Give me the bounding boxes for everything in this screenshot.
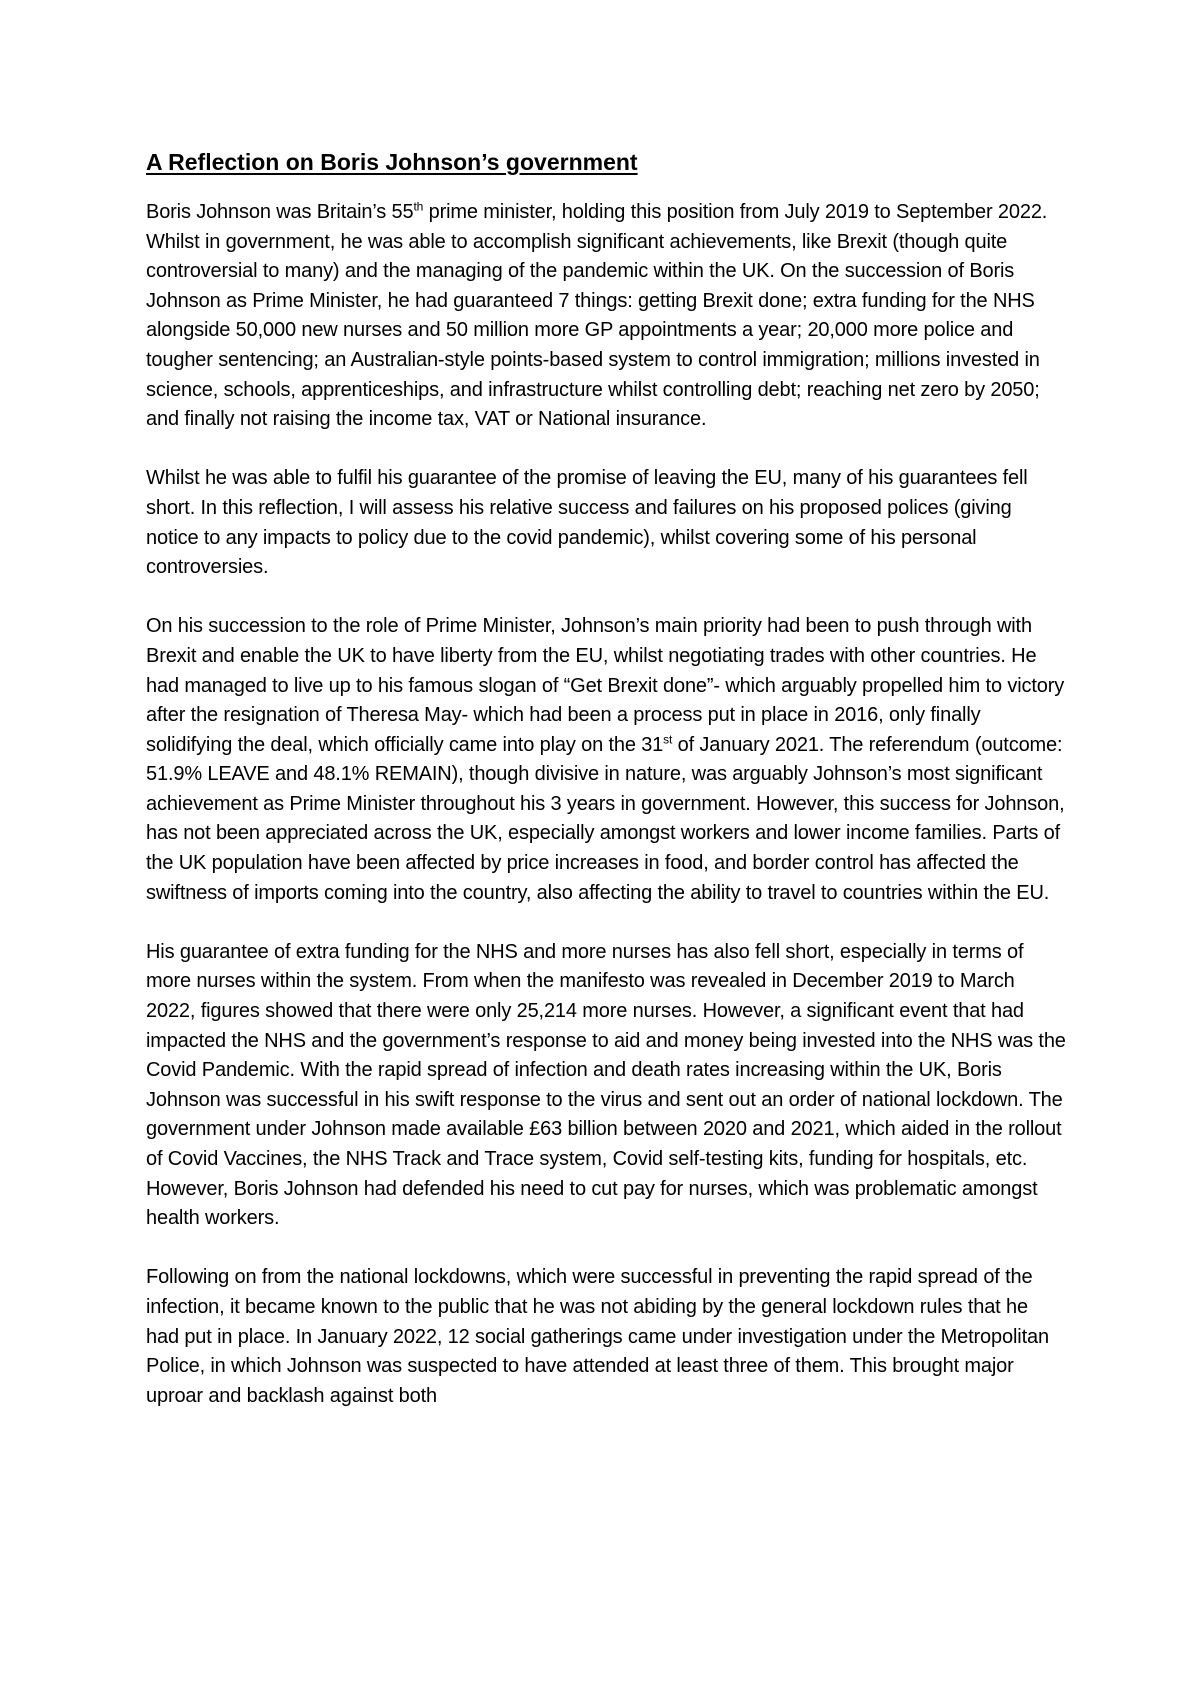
paragraph-1-superscript: th <box>413 199 424 214</box>
document-page <box>146 146 1066 1441</box>
paragraph-3 <box>146 612 1066 908</box>
paragraph-3-superscript: st <box>663 732 673 747</box>
paragraph-1-text-b: prime minister, holding this position from July 2019 to September 2022. Whilst in government, he was able to accomplish significant achievements, like Brexit (though quite controversial to many) and the managing of the pandemic within the UK. On the succession of Boris Johnson as Prime Minister, he had guaranteed 7 things: getting Brexit done; extra funding for the NHS alongside 50,000 new nurses and 50 million more GP appointments a year; 20,000 more police and tougher sentencing; an Australian-style points-based system to control immigration; millions invested in science, schools, apprenticeships, and infrastructure whilst controlling debt; reaching net zero by 2050; and finally not raising the income tax, VAT or National insurance. <box>146 201 1048 431</box>
document-title: A Reflection on Boris Johnson’s government <box>146 149 638 175</box>
paragraph-2: Whilst he was able to fulfil his guarantee of the promise of leaving the EU, many of his guarantees fell short. In this reflection, I will assess his relative success and failures on his proposed polices (giving notice to any impacts to policy due to the covid pandemic), whilst covering some of his personal controversies. <box>146 467 1028 579</box>
paragraph-1-text-a: Boris Johnson was Britain’s 55 <box>146 201 414 223</box>
paragraph-3-text-b: of January 2021. The referendum (outcome: 51.9% LEAVE and 48.1% REMAIN), though divisive in nature, was arguably Johnson’s most significant achievement as Prime Minister throughout his 3 years in government. However, this success for Johnson, has not been appreciated across the UK, especially amongst workers and lower income families. Parts of the UK population have been affected by price increases in food, and border control has affected the swiftness of imports coming into the country, also affecting the ability to travel to countries within the EU. <box>146 733 1065 904</box>
paragraph-5: Following on from the national lockdowns, which were successful in preventing the rapid spread of the infection, it became known to the public that he was not abiding by the general lockdown rules that he had put in place. In January 2022, 12 social gatherings came under investigation under the Metropolitan Police, in which Johnson was suspected to have attended at least three of them. This brought major uproar and backlash against both <box>146 1266 1049 1407</box>
paragraph-1 <box>146 198 1066 435</box>
paragraph-4: His guarantee of extra funding for the NHS and more nurses has also fell short, especially in terms of more nurses within the system. From when the manifesto was revealed in December 2019 to March 2022, figures showed that there were only 25,214 more nurses. However, a significant event that had impacted the NHS and the government’s response to aid and money being invested into the NHS was the Covid Pandemic. With the rapid spread of infection and death rates increasing within the UK, Boris Johnson was successful in his swift response to the virus and sent out an order of national lockdown. The government under Johnson made available £63 billion between 2020 and 2021, which aided in the rollout of Covid Vaccines, the NHS Track and Trace system, Covid self-testing kits, funding for hospitals, etc. However, Boris Johnson had defended his need to cut pay for nurses, which was problematic amongst health workers. <box>146 940 1066 1230</box>
paragraph-3-text-a: On his succession to the role of Prime Minister, Johnson’s main priority had been to push through with Brexit and enable the UK to have liberty from the EU, whilst negotiating trades with other countries. He had managed to live up to his famous slogan of “Get Brexit done”- which arguably propelled him to victory after the resignation of Theresa May- which had been a process put in place in 2016, only finally solidifying the deal, which officially came into play on the 31 <box>146 615 1065 756</box>
